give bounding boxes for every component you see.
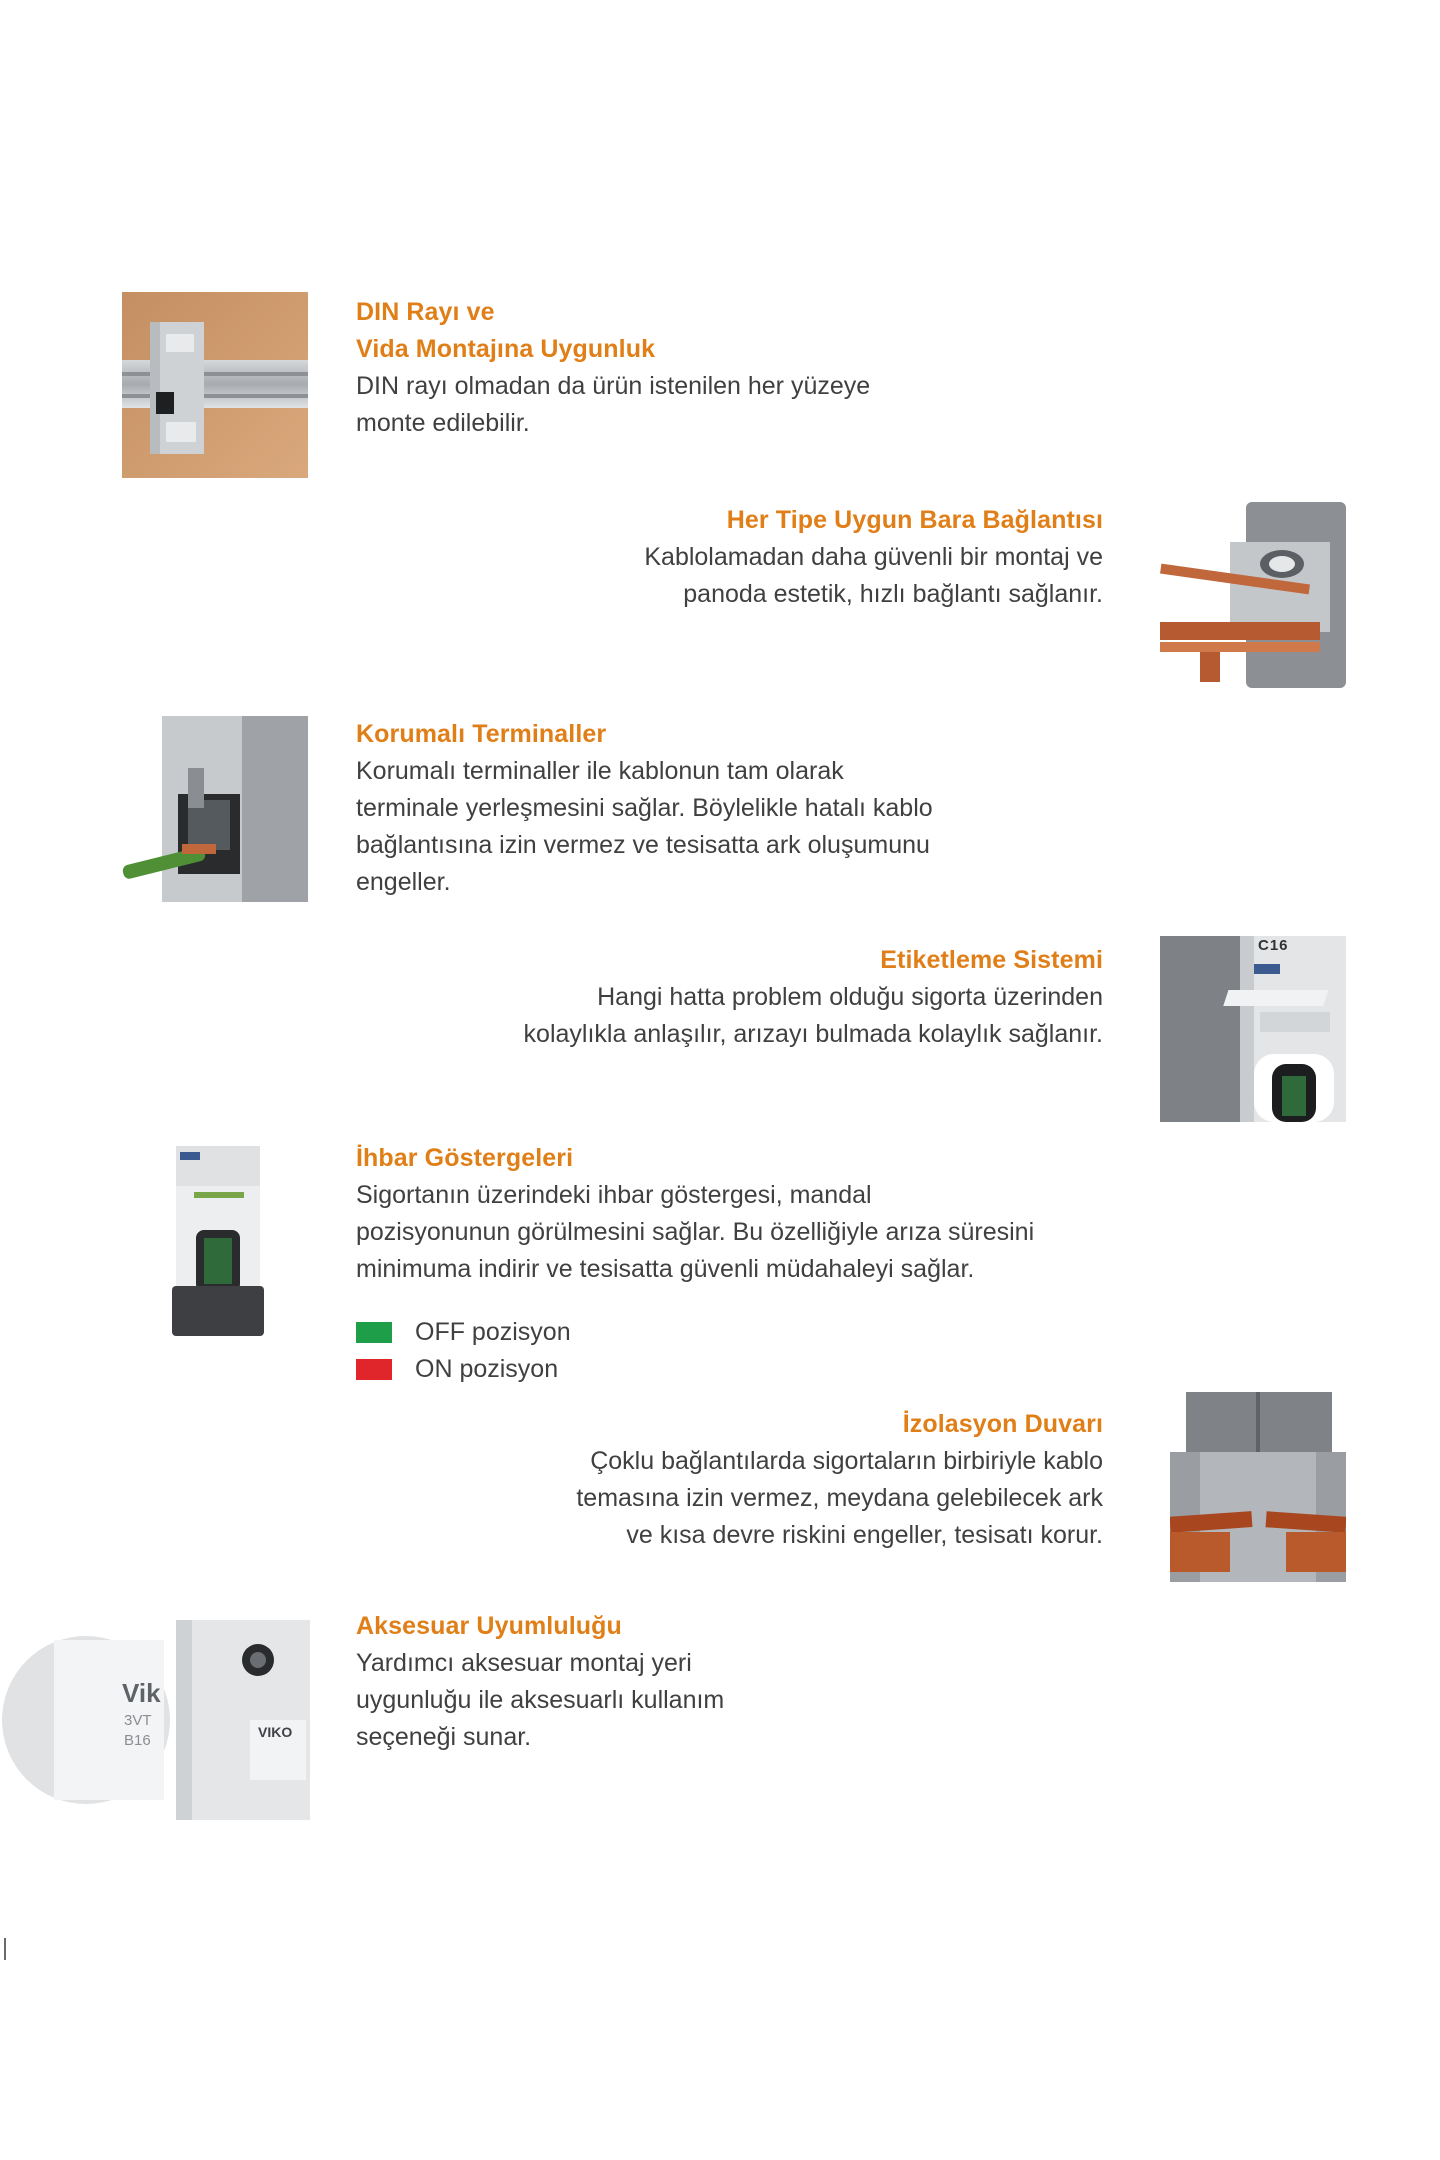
- body-line: Kablolamadan daha güvenli bir montaj ve: [644, 543, 1103, 571]
- feature-body-accessory: [356, 1645, 1116, 1756]
- brand-label: VIKO: [258, 1724, 293, 1740]
- busbar-image: [1160, 502, 1346, 688]
- feature-body-indicators: [356, 1177, 1116, 1288]
- feature-body-busbar: [303, 539, 1103, 613]
- body-line: bağlantısına izin vermez ve tesisatta ark oluşumunu: [356, 831, 930, 859]
- body-line: Korumalı terminaller ile kablonun tam olarak: [356, 757, 844, 785]
- zoom-rating-label: B16: [124, 1732, 151, 1749]
- off-swatch: [356, 1322, 392, 1343]
- body-line: kolaylıkla anlaşılır, arızayı bulmada kolaylık sağlanır.: [523, 1020, 1103, 1048]
- legend-item-off: [356, 1314, 571, 1351]
- body-line: Çoklu bağlantılarda sigortaların birbiriyle kablo: [590, 1447, 1103, 1475]
- protected-terminal-image: [122, 716, 308, 902]
- title-line: Etiketleme Sistemi: [880, 946, 1103, 974]
- feature-title-indicators: [356, 1140, 1116, 1177]
- isolation-wall-image: [1170, 1392, 1346, 1582]
- body-line: terminale yerleşmesini sağlar. Böylelikle hatalı kablo: [356, 794, 933, 822]
- title-line: Korumalı Terminaller: [356, 720, 607, 748]
- title-line: DIN Rayı ve: [356, 298, 495, 326]
- indicator-image: [170, 1146, 266, 1336]
- rating-label: C16: [1258, 937, 1289, 954]
- indicator-legend: [356, 1314, 571, 1388]
- feature-title-accessory: [356, 1608, 1116, 1645]
- feature-body-labeling: [303, 979, 1103, 1053]
- legend-item-on: [356, 1351, 571, 1388]
- legend-label: OFF pozisyon: [415, 1318, 571, 1346]
- margin-mark: [4, 1938, 6, 1960]
- feature-body-din-rail: [356, 368, 1116, 442]
- feature-title-terminals: [356, 716, 1116, 753]
- body-line: uygunluğu ile aksesuarlı kullanım: [356, 1686, 725, 1714]
- body-line: Sigortanın üzerindeki ihbar göstergesi, mandal: [356, 1181, 872, 1209]
- zoom-brand-label: Vik: [122, 1678, 161, 1708]
- body-line: pozisyonunun görülmesini sağlar. Bu özelliğiyle arıza süresini: [356, 1218, 1035, 1246]
- body-line: temasına izin vermez, meydana gelebilecek ark: [576, 1484, 1103, 1512]
- title-line: Vida Montajına Uygunluk: [356, 335, 656, 363]
- title-line: Aksesuar Uyumluluğu: [356, 1612, 622, 1640]
- din-rail-image: [122, 292, 308, 478]
- feature-body-isolation: [303, 1443, 1103, 1554]
- title-line: İzolasyon Duvarı: [902, 1410, 1103, 1438]
- body-line: engeller.: [356, 868, 451, 896]
- body-line: seçeneği sunar.: [356, 1723, 532, 1751]
- labeling-system-image: [1160, 936, 1346, 1122]
- legend-label: ON pozisyon: [415, 1355, 559, 1383]
- feature-title-isolation: [303, 1406, 1103, 1443]
- on-swatch: [356, 1359, 392, 1380]
- feature-title-busbar: [303, 502, 1103, 539]
- body-line: monte edilebilir.: [356, 409, 530, 437]
- body-line: Yardımcı aksesuar montaj yeri: [356, 1649, 692, 1677]
- body-line: ve kısa devre riskini engeller, tesisatı korur.: [626, 1521, 1103, 1549]
- body-line: Hangi hatta problem olduğu sigorta üzerinden: [597, 983, 1103, 1011]
- feature-body-terminals: [356, 753, 1116, 901]
- body-line: panoda estetik, hızlı bağlantı sağlanır.: [683, 580, 1103, 608]
- feature-title-din-rail: [356, 294, 1116, 368]
- title-line: Her Tipe Uygun Bara Bağlantısı: [726, 506, 1103, 534]
- title-line: İhbar Göstergeleri: [356, 1144, 574, 1172]
- accessory-image: [0, 1620, 310, 1820]
- zoom-code-label: 3VT: [124, 1712, 152, 1729]
- feature-title-labeling: [303, 942, 1103, 979]
- body-line: DIN rayı olmadan da ürün istenilen her yüzeye: [356, 372, 871, 400]
- body-line: minimuma indirir ve tesisatta güvenli müdahaleyi sağlar.: [356, 1255, 975, 1283]
